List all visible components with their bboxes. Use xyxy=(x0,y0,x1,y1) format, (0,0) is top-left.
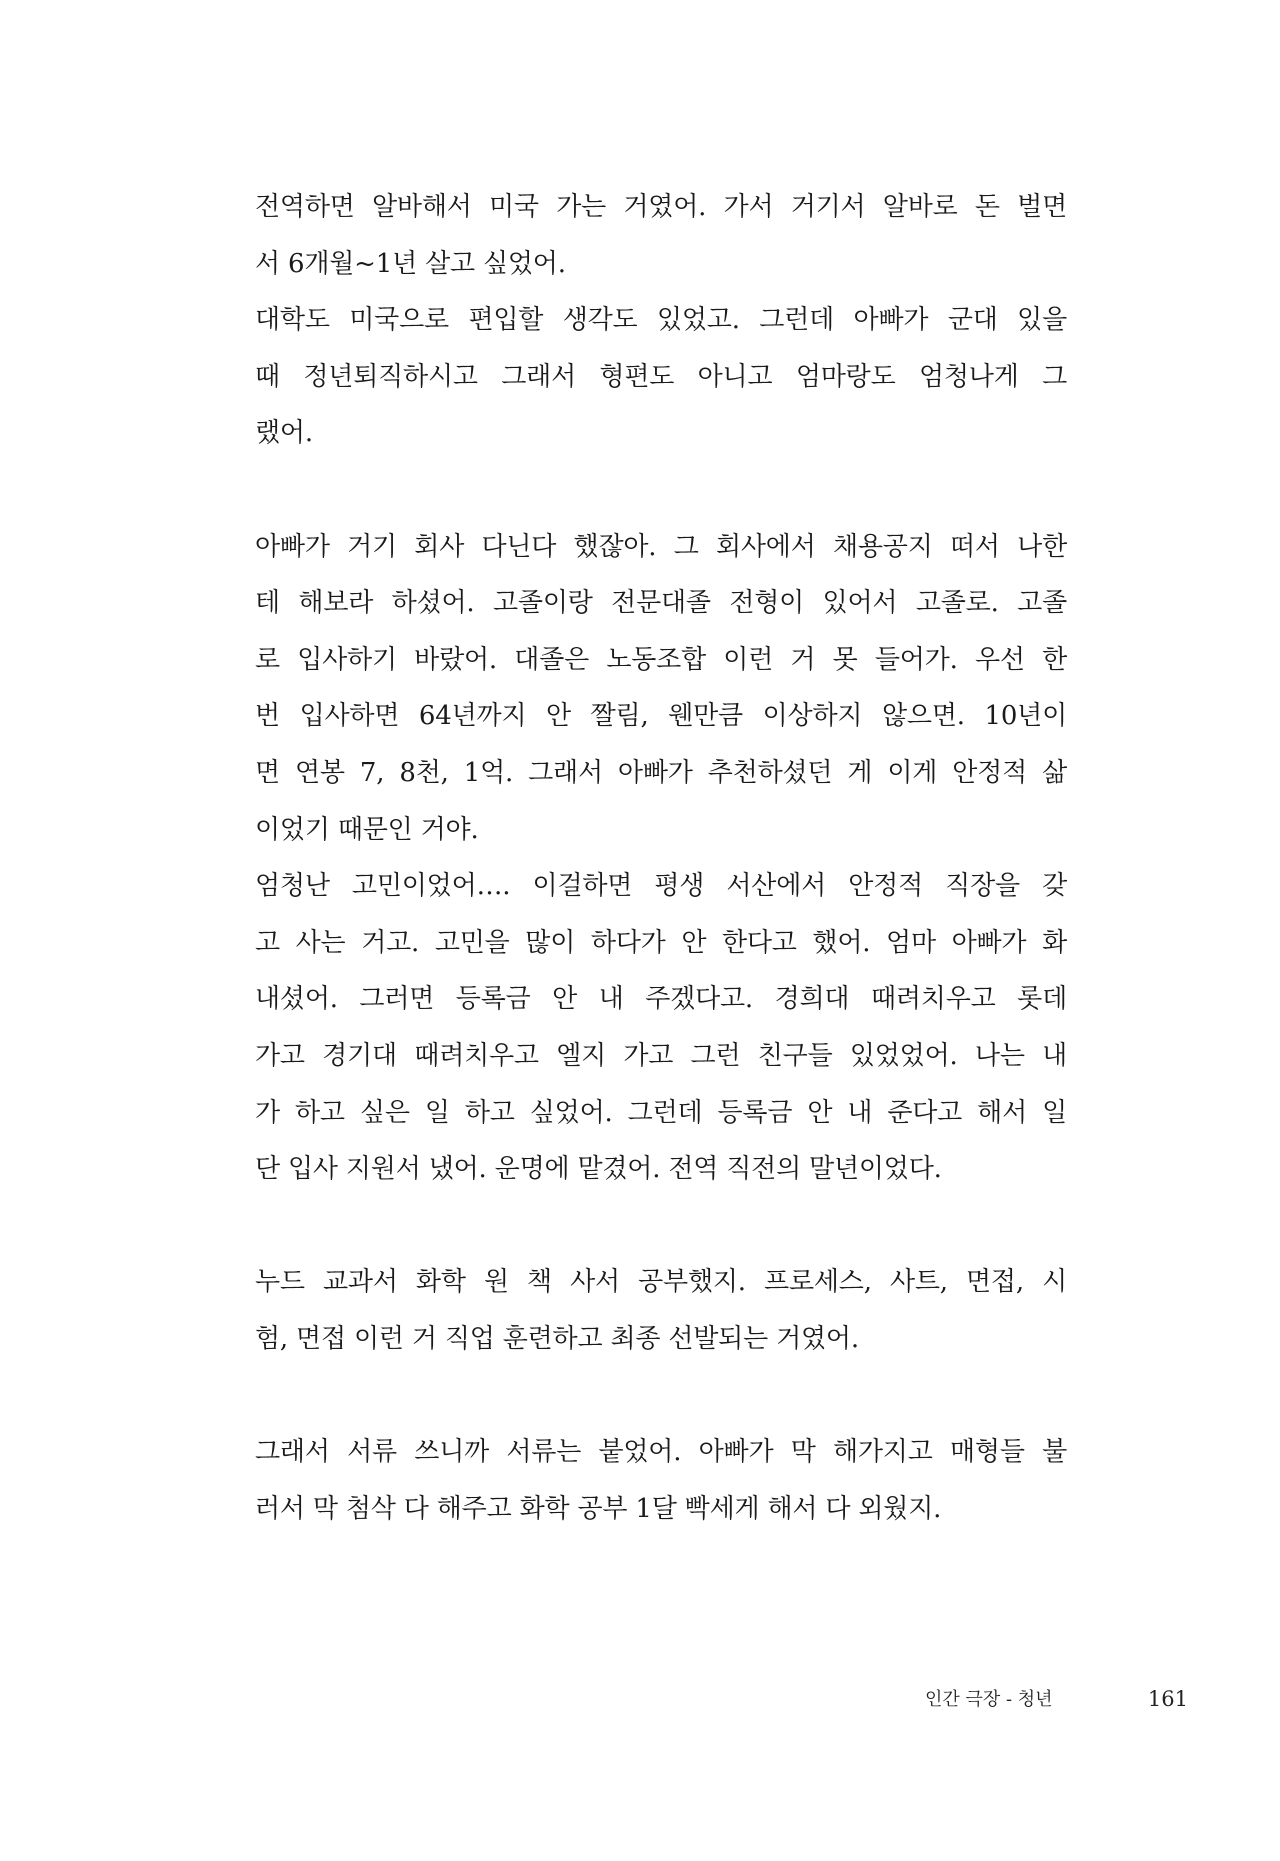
text-line: 면 연봉 7, 8천, 1억. 그래서 아빠가 추천하셨던 게 이게 안정적 삶 xyxy=(255,757,1067,788)
text-line: 랬어. xyxy=(255,418,313,449)
text-line: 엄청난 고민이었어…. 이걸하면 평생 서산에서 안정적 직장을 갖 xyxy=(255,871,1067,902)
text-line: 러서 막 첨삭 다 해주고 화학 공부 1달 빡세게 해서 다 외웠지. xyxy=(255,1493,942,1524)
text-line: 테 해보라 하셨어. 고졸이랑 전문대졸 전형이 있어서 고졸로. 고졸 xyxy=(255,588,1067,619)
text-line: 험, 면접 이런 거 직업 훈련하고 최종 선발되는 거였어. xyxy=(255,1323,859,1354)
text-line: 대학도 미국으로 편입할 생각도 있었고. 그런데 아빠가 군대 있을 xyxy=(255,305,1067,336)
text-line: 내셨어. 그러면 등록금 안 내 주겠다고. 경희대 때려치우고 롯데 xyxy=(255,984,1067,1015)
text-line: 번 입사하면 64년까지 안 짤림, 웬만큼 이상하지 않으면. 10년이 xyxy=(255,701,1067,732)
text-line: 단 입사 지원서 냈어. 운명에 맡겼어. 전역 직전의 말년이었다. xyxy=(255,1154,942,1185)
text-line: 가 하고 싶은 일 하고 싶었어. 그런데 등록금 안 내 준다고 해서 일 xyxy=(255,1097,1067,1128)
running-footer-title: 인간 극장 - 청년 xyxy=(925,1689,1053,1710)
text-line: 그래서 서류 쓰니까 서류는 붙었어. 아빠가 막 해가지고 매형들 불 xyxy=(255,1437,1067,1468)
page-number: 161 xyxy=(1147,1687,1188,1711)
text-line: 누드 교과서 화학 원 책 사서 공부했지. 프로세스, 사트, 면접, 시 xyxy=(255,1267,1067,1298)
text-line: 전역하면 알바해서 미국 가는 거였어. 가서 거기서 알바로 돈 벌면 xyxy=(255,192,1067,222)
text-line: 고 사는 거고. 고민을 많이 하다가 안 한다고 했어. 엄마 아빠가 화 xyxy=(255,927,1067,958)
text-line: 서 6개월~1년 살고 싶었어. xyxy=(255,248,566,279)
paragraph-spacer xyxy=(255,462,1067,519)
text-line: 아빠가 거기 회사 다닌다 했잖아. 그 회사에서 채용공지 떠서 나한 xyxy=(255,531,1067,562)
text-line: 때 정년퇴직하시고 그래서 형편도 아니고 엄마랑도 엄청나게 그 xyxy=(255,361,1067,392)
paragraph-spacer xyxy=(255,1198,1067,1255)
paragraph-spacer xyxy=(255,1367,1067,1424)
text-line: 로 입사하기 바랐어. 대졸은 노동조합 이런 거 못 들어가. 우선 한 xyxy=(255,644,1067,675)
body-text xyxy=(255,179,1067,1537)
text-line: 가고 경기대 때려치우고 엘지 가고 그런 친구들 있었었어. 나는 내 xyxy=(255,1040,1067,1071)
text-line: 이었기 때문인 거야. xyxy=(255,814,479,845)
